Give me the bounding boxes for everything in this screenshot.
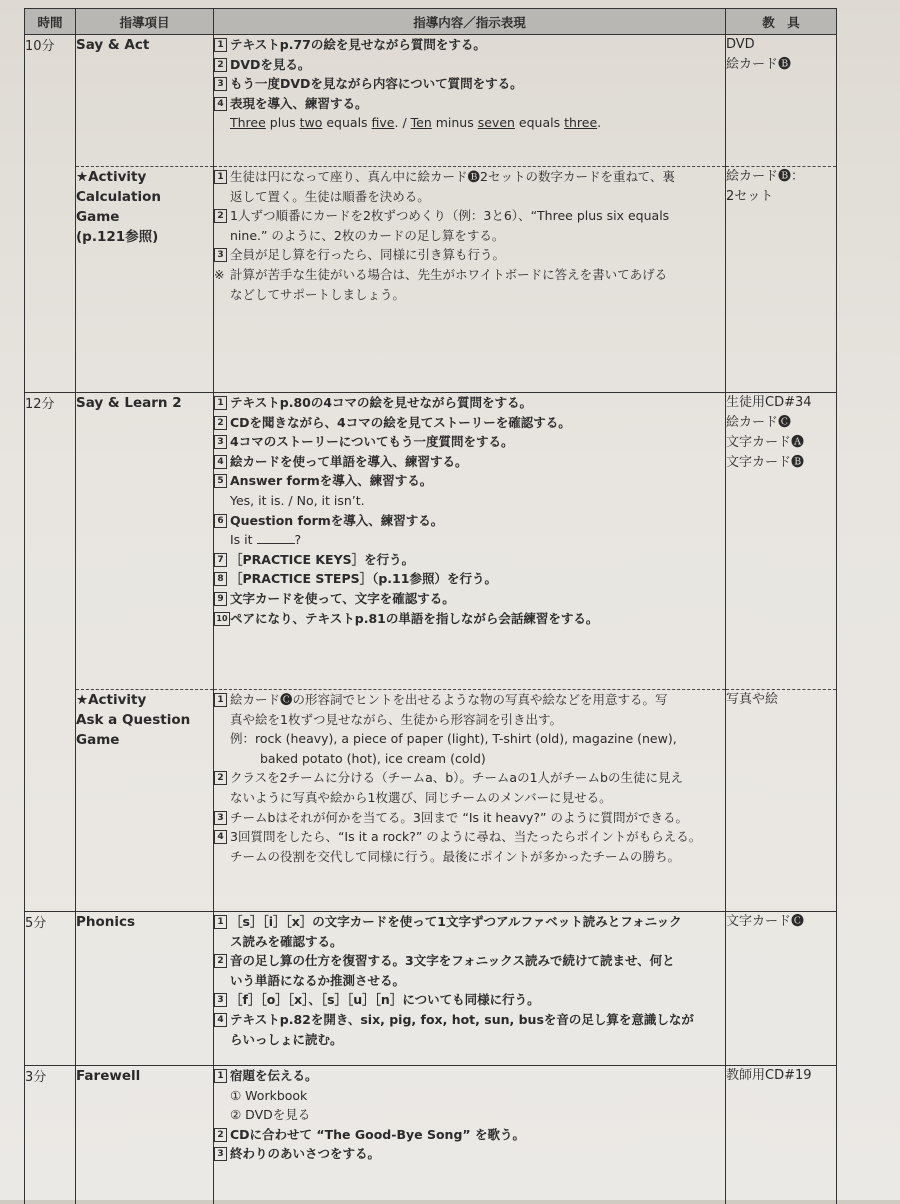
tools-cell: 教師用CD#19 <box>726 1066 837 1204</box>
step-number: 2 <box>214 58 227 72</box>
content-cell: 1 絵カード🅒の形容詞でヒントを出せるような物の写真や絵などを用意する。写 真や絵を1枚ずつ見せながら、生徒から形容詞を引き出す。 例：rock (heavy), a piece of paper (light), T-shirt (old), magazine (new), baked potato (hot), ice cream (cold) 2 クラスを2チームに分ける（チームa、b）。チームaの1人がチームbの生徒に見え ないように写真や絵から1枚選び、同じチームのメンバーに見せる。 3 チームbはそれが何かを当てる。3回まで “Is it heavy?” のように質問ができる。 4 3回質問をしたら、“Is it a rock?” のように尋ね、当たったらポイントがもらえる。 チームの役割を交代して同様に行う。最後にポイントが多かったチームの勝ち。 <box>214 690 726 912</box>
item-cell: Farewell <box>76 1066 214 1204</box>
instruction-line: 3 全員が足し算を行ったら、同様に引き算も行う。 <box>214 245 725 265</box>
table-row <box>25 167 837 393</box>
instruction-line: 2 1人ずつ順番にカードを2枚ずつめくり（例：3と6）、“Three plus six equals <box>214 206 725 226</box>
content-cell: 1 テキストp.80の4コマの絵を見せながら質問をする。 2 CDを聞きながら、4コマの絵を見てストーリーを確認する。 3 4コマのストーリーについてもう一度質問をする。 4 絵カードを使って単語を導入、練習する。 5 Answer formを導入、練習する。 Yes, it is. / No, it isn’t. 6 Question formを導入、練習する。 Is it ? 7 ［PRACTICE KEYS］を行う。 8 ［PRACTICE STEPS］（p.11参照）を行う。 9 文字カードを使って、文字を確認する。 10 ペアになり、テキストp.81の単語を指しながら会話練習をする。 <box>214 393 726 690</box>
item-cell: Say & Learn 2 <box>76 393 214 690</box>
step-number: 3 <box>214 77 227 91</box>
item-cell: Phonics <box>76 912 214 1066</box>
table-row <box>25 1066 837 1204</box>
table-row <box>25 393 837 690</box>
example-sentence: Three plus two equals five. / Ten minus seven equals three. <box>230 115 602 131</box>
item-cell: ★Activity Ask a Question Game <box>76 690 214 912</box>
question-form: Is it ? <box>230 532 302 548</box>
tools-cell <box>726 35 837 167</box>
header-item: 指導項目 <box>76 9 214 35</box>
time-cell: 10分 <box>25 35 76 167</box>
table-row <box>25 912 837 1066</box>
table-row <box>25 690 837 912</box>
content-cell: 1 生徒は円になって座り、真ん中に絵カード🅑2セットの数字カードを重ねて、裏 返して置く。生徒は順番を決める。 2 1人ずつ順番にカードを2枚ずつめくり（例：3と6）、“Three plus six equals nine.” のように、2枚のカードの足し算をする。 3 全員が足し算を行ったら、同様に引き算も行う。 ※ 計算が苦手な生徒がいる場合は、先生がホワイトボードに答えを書いてあげる などしてサポートしましょう。 <box>214 167 726 393</box>
tools-cell: 生徒用CD#34 絵カード🅒 文字カード🅐 文字カード🅑 <box>726 393 837 690</box>
instruction-line: 2 DVDを見る。 <box>214 55 725 75</box>
header-tools: 教 具 <box>726 9 837 35</box>
content-cell <box>214 35 726 167</box>
tools-cell: 絵カード🅑： 2セット <box>726 167 837 393</box>
time-cell: 3分 <box>25 1066 76 1204</box>
content-cell: 1 宿題を伝える。 ① Workbook ② DVDを見る 2 CDに合わせて “The Good-Bye Song” を歌う。 3 終わりのあいさつをする。 <box>214 1066 726 1204</box>
step-number: 4 <box>214 97 227 111</box>
header-content: 指導内容／指示表現 <box>214 9 726 35</box>
item-cell: ★Activity Calculation Game (p.121参照) <box>76 167 214 393</box>
instruction-line: 3 もう一度DVDを見ながら内容について質問をする。 <box>214 74 725 94</box>
table-header-row <box>25 9 837 35</box>
tool-item: 絵カード🅑 <box>726 57 792 72</box>
table-row <box>25 35 837 167</box>
time-cell: 5分 <box>25 912 76 1066</box>
tool-item: DVD <box>726 37 755 52</box>
instruction-line: 1 生徒は円になって座り、真ん中に絵カード🅑2セットの数字カードを重ねて、裏 <box>214 167 725 187</box>
time-cell-empty <box>25 167 76 393</box>
lesson-plan-table <box>24 8 837 1204</box>
item-cell: Say & Act <box>76 35 214 167</box>
time-cell-empty <box>25 690 76 912</box>
step-number: 1 <box>214 38 227 52</box>
note-line: ※ 計算が苦手な生徒がいる場合は、先生がホワイトボードに答えを書いてあげる <box>214 266 668 282</box>
time-cell: 12分 <box>25 393 76 690</box>
instruction-line: 1 テキストp.77の絵を見せながら質問をする。 <box>214 35 725 55</box>
content-cell: 1 ［s］［i］［x］の文字カードを使って1文字ずつアルファベット読みとフォニック ス読みを確認する。 2 音の足し算の仕方を復習する。3文字をフォニックス読みで続けて読ませ、何と いう単語になるか推測させる。 3 ［f］［o］［x］、［s］［u］［n］についても同様に行う。 4 テキストp.82を開き、six, pig, fox, hot, sun, busを音の足し算を意識しなが らいっしょに読む。 <box>214 912 726 1066</box>
tools-cell: 写真や絵 <box>726 690 837 912</box>
tools-cell: 文字カード🅒 <box>726 912 837 1066</box>
instruction-line: 4 表現を導入、練習する。 <box>214 94 725 114</box>
header-time: 時間 <box>25 9 76 35</box>
